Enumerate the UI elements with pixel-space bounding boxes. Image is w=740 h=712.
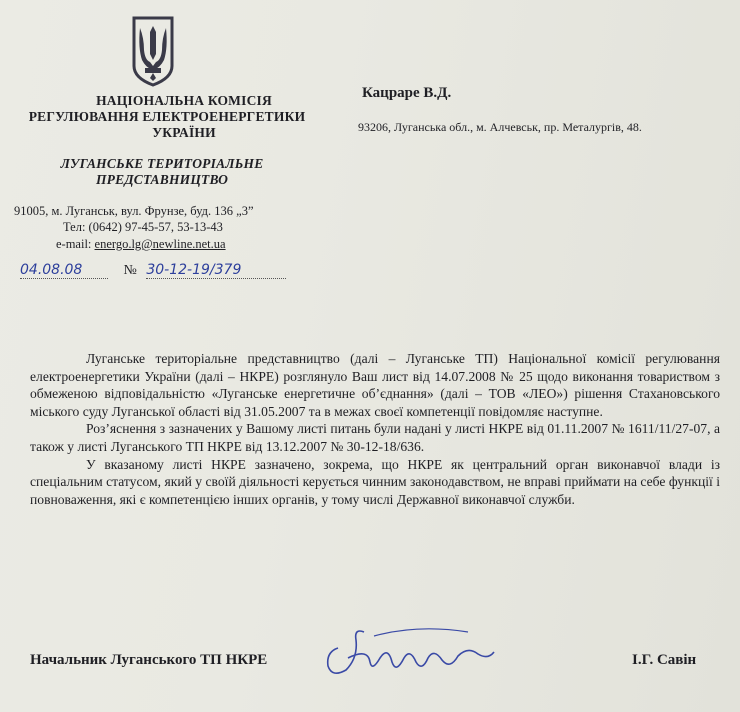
body-paragraph-3: У вказаному листі НКРЕ зазначено, зокрема, що НКРЕ як центральний орган виконавчої влади із спеціальним статусом, який у своїй діяльності керується чинним законодавством, не вправі приймати на себе функції і повноваження, які є компетенцією інших органів, у тому числі Державної виконавчої служби. bbox=[30, 456, 720, 507]
reference-date: 04.08.08 bbox=[20, 262, 108, 279]
branch-line-2: ПРЕДСТАВНИЦТВО bbox=[95, 172, 229, 187]
addressee-name: Кацраре В.Д. bbox=[362, 85, 452, 101]
email-link[interactable]: energo.lg@newline.net.ua bbox=[94, 237, 226, 251]
branch-name bbox=[40, 156, 284, 188]
org-address: 91005, м. Луганськ, вул. Фрунзе, буд. 136 „3” bbox=[14, 204, 254, 218]
signatory-name: І.Г. Савін bbox=[632, 652, 697, 668]
reference-line bbox=[20, 262, 286, 279]
org-line-1: НАЦІОНАЛЬНА КОМІСІЯ bbox=[96, 93, 272, 108]
email-label: e-mail: bbox=[56, 237, 92, 251]
reference-number-sign: № bbox=[123, 263, 137, 278]
letter-body bbox=[30, 350, 720, 508]
trident-emblem-icon bbox=[128, 14, 178, 88]
org-phone: Тел: (0642) 97-45-57, 53-13-43 bbox=[63, 220, 223, 234]
reference-number: 30-12-19/379 bbox=[146, 262, 286, 279]
signatory-title: Начальник Луганського ТП НКРЕ bbox=[30, 652, 268, 668]
org-email-row bbox=[56, 236, 226, 252]
addressee-address: 93206, Луганська обл., м. Алчевськ, пр. Металургів, 48. bbox=[358, 120, 642, 134]
org-line-2: РЕГУЛЮВАННЯ ЕЛЕКТРОЕНЕРГЕТИКИ bbox=[28, 109, 306, 124]
body-paragraph-2: Роз’яснення з зазначених у Вашому листі питань були надані у листі НКРЕ від 01.11.2007 № 1611/11/27-07, а також у листі Луганського ТП НКРЕ від 13.12.2007 № 30-12-18/636. bbox=[30, 421, 720, 454]
org-name bbox=[28, 93, 306, 141]
org-line-3: УКРАЇНИ bbox=[152, 125, 216, 140]
body-paragraph-1: Луганське територіальне представництво (далі – Луганське ТП) Національної комісії регулювання електроенергетики України (далі – НКРЕ) розглянуло Ваш лист від 14.07.2008 № 25 щодо виконання товариством з обмеженою відповідальністю «Луганське енергетичне об’єднання» (далі – ТОВ «ЛЕО») рішення Стахановського міського суду Луганської області від 31.05.2007 та в межах своєї компетенції повідомляє наступне. bbox=[30, 351, 720, 419]
branch-line-1: ЛУГАНСЬКЕ ТЕРИТОРІАЛЬНЕ bbox=[60, 156, 264, 171]
handwritten-signature-icon bbox=[318, 618, 498, 688]
